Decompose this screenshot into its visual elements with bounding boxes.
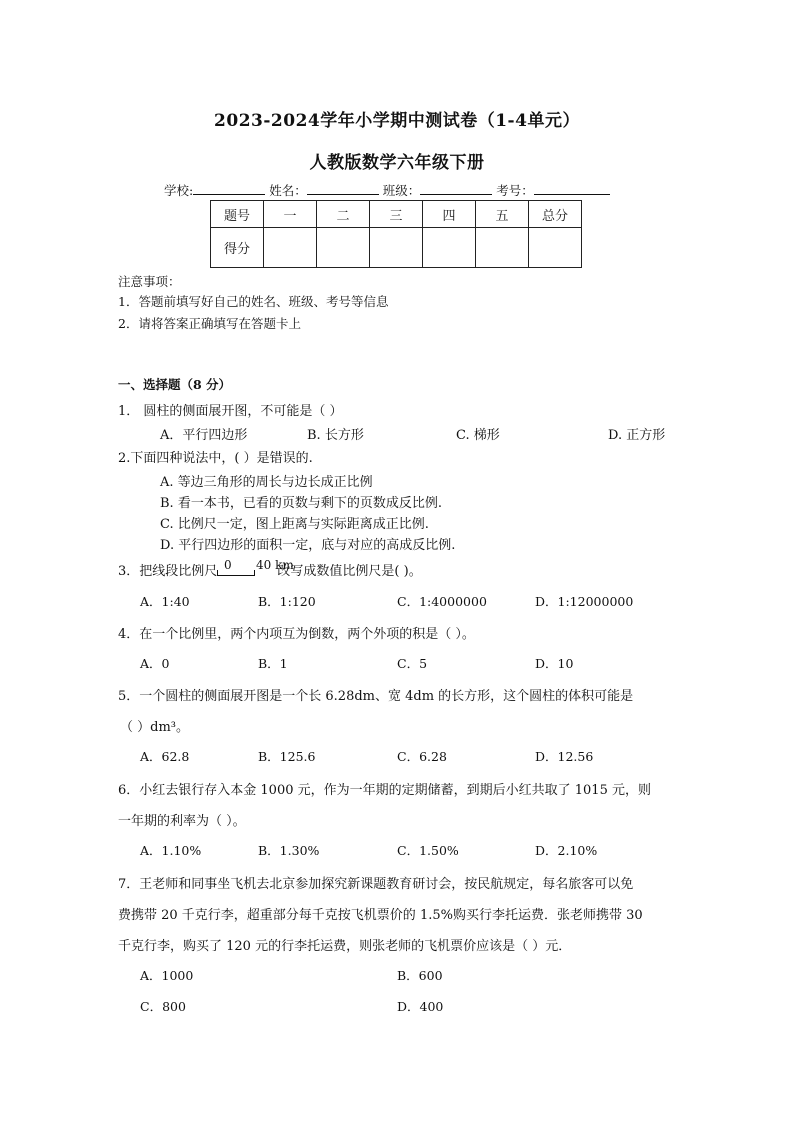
score-cell[interactable] (264, 228, 317, 268)
question-7-option-b[interactable]: B．600 (397, 968, 443, 983)
scale-bar-label-zero: 0 (224, 558, 232, 572)
question-2-option-b[interactable]: B. 看一本书，已看的页数与剩下的页数成反比例. (160, 496, 442, 511)
score-table-header-row (211, 201, 582, 228)
name-label: 姓名： (269, 183, 307, 198)
score-header-cell: 四 (423, 201, 476, 228)
score-cell[interactable] (476, 228, 529, 268)
question-3-option-d[interactable]: D．1:12000000 (535, 594, 634, 609)
page-title: 2023-2024学年小学期中测试卷（1-4单元） (214, 111, 580, 131)
question-6-option-d[interactable]: D．2.10% (535, 843, 598, 858)
score-cell[interactable] (529, 228, 582, 268)
school-label: 学校: (164, 183, 194, 198)
question-4-option-d[interactable]: D．10 (535, 656, 574, 671)
question-4-stem: 4．在一个比例里，两个内项互为倒数，两个外项的积是（ ）。 (118, 627, 475, 642)
notes-title: 注意事项： (118, 274, 181, 289)
exam-no-field[interactable] (534, 181, 610, 195)
score-cell[interactable] (317, 228, 370, 268)
score-header-cell: 总分 (529, 201, 582, 228)
question-3-option-b[interactable]: B．1:120 (258, 594, 316, 609)
score-table-score-row (211, 228, 582, 268)
score-row-label: 得分 (211, 228, 264, 268)
class-field[interactable] (420, 181, 492, 195)
section-title: 一、选择题（8 分） (118, 377, 232, 392)
score-cell[interactable] (423, 228, 476, 268)
question-6-option-c[interactable]: C．1.50% (397, 843, 459, 858)
question-5-option-c[interactable]: C．6.28 (397, 749, 447, 764)
question-5-option-a[interactable]: A．62.8 (140, 749, 190, 764)
exam-no-label: 考号： (496, 183, 534, 198)
score-header-cell: 二 (317, 201, 370, 228)
question-2-stem: 2.下面四种说法中，( ）是错误的. (118, 451, 313, 466)
question-5-stem-line-2: （ ）dm³。 (120, 720, 189, 735)
school-field[interactable] (193, 181, 265, 195)
scale-bar-graphic (217, 564, 255, 576)
question-4-option-a[interactable]: A．0 (140, 656, 170, 671)
info-line (164, 181, 610, 199)
question-7-stem-line-3: 千克行李，购买了 120 元的行李托运费，则张老师的飞机票价应该是（ ）元． (118, 939, 572, 954)
score-cell[interactable] (370, 228, 423, 268)
question-3-stem-pre: 3．把线段比例尺 (118, 564, 218, 579)
question-7-option-a[interactable]: A．1000 (140, 968, 194, 983)
question-6-stem-line-1: 6．小红去银行存入本金 1000 元，作为一年期的定期储蓄，到期后小红共取了 1015 元，则 (118, 783, 651, 798)
question-7-option-c[interactable]: C．800 (140, 999, 186, 1014)
question-5-option-b[interactable]: B．125.6 (258, 749, 316, 764)
question-6-option-b[interactable]: B．1.30% (258, 843, 320, 858)
note-item: 1．答题前填写好自己的姓名、班级、考号等信息 (118, 294, 389, 309)
class-label: 班级： (382, 183, 421, 198)
question-7-option-d[interactable]: D．400 (397, 999, 444, 1014)
question-2-option-a[interactable]: A. 等边三角形的周长与边长成正比例 (160, 475, 373, 490)
question-4-option-c[interactable]: C．5 (397, 656, 428, 671)
question-6-stem-line-2: 一年期的利率为（ ）。 (118, 814, 246, 829)
score-header-cell: 三 (370, 201, 423, 228)
question-6-option-a[interactable]: A．1.10% (140, 843, 202, 858)
scale-bar-label-40: 40 km (256, 558, 294, 572)
note-item: 2．请将答案正确填写在答题卡上 (118, 316, 301, 331)
question-1-option-a[interactable]: A．平行四边形 (160, 428, 248, 443)
question-1-option-c[interactable]: C. 梯形 (456, 428, 500, 443)
question-1-option-d[interactable]: D. 正方形 (608, 428, 666, 443)
name-field[interactable] (307, 181, 379, 195)
question-1-option-b[interactable]: B. 长方形 (307, 428, 364, 443)
question-5-option-d[interactable]: D．12.56 (535, 749, 594, 764)
question-7-stem-line-2: 费携带 20 千克行李，超重部分每千克按飞机票价的 1.5%购买行李托运费．张老师携带 30 (118, 908, 643, 923)
page-subtitle: 人教版数学六年级下册 (309, 153, 485, 173)
question-1-stem: 1． 圆柱的侧面展开图，不可能是（ ） (118, 404, 343, 419)
question-3-stem (118, 560, 422, 579)
question-3-option-a[interactable]: A．1:40 (140, 594, 190, 609)
question-3-stem-post: 改写成数值比例尺是( )。 (277, 564, 422, 579)
score-table (210, 200, 582, 268)
question-5-stem-line-1: 5．一个圆柱的侧面展开图是一个长 6.28dm、宽 4dm 的长方形，这个圆柱的体积可能是 (118, 689, 634, 704)
question-7-stem-line-1: 7．王老师和同事坐飞机去北京参加探究新课题教育研讨会，按民航规定，每名旅客可以免 (118, 877, 634, 892)
question-4-option-b[interactable]: B．1 (258, 656, 288, 671)
score-header-cell: 题号 (211, 201, 264, 228)
question-2-option-c[interactable]: C. 比例尺一定，图上距离与实际距离成正比例. (160, 517, 429, 532)
score-header-cell: 五 (476, 201, 529, 228)
score-header-cell: 一 (264, 201, 317, 228)
question-2-option-d[interactable]: D. 平行四边形的面积一定，底与对应的高成反比例. (160, 538, 456, 553)
question-3-option-c[interactable]: C．1:4000000 (397, 594, 487, 609)
